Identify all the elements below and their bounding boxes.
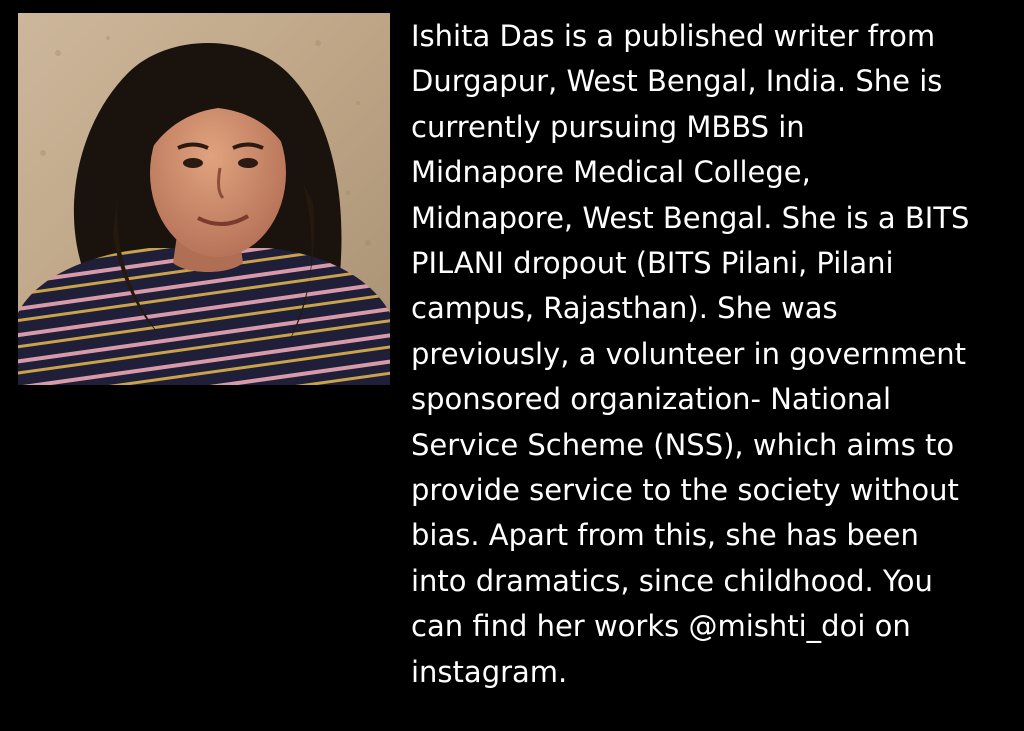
bio-line: PILANI dropout (BITS Pilani, Pilani <box>411 246 894 281</box>
author-bio <box>411 14 1011 695</box>
bio-line: can find her works @mishti_doi on <box>411 609 911 644</box>
bio-line: currently pursuing MBBS in <box>411 109 805 144</box>
bio-line: provide service to the society without <box>411 473 959 508</box>
bio-line: bias. Apart from this, she has been <box>411 518 919 553</box>
author-photo <box>18 13 390 385</box>
bio-line: previously, a volunteer in government <box>411 336 966 371</box>
bio-line: into dramatics, since childhood. You <box>411 563 933 598</box>
bio-line: Service Scheme (NSS), which aims to <box>411 427 955 462</box>
bio-line: Ishita Das is a published writer from <box>411 19 936 53</box>
bio-line: campus, Rajasthan). She was <box>411 291 838 326</box>
bio-line: Midnapore, West Bengal. She is a BITS <box>411 200 970 235</box>
bio-line: Midnapore Medical College, <box>411 155 811 190</box>
bio-line: instagram. <box>411 654 568 689</box>
bio-line: Durgapur, West Bengal, India. She is <box>411 64 943 99</box>
bio-line: sponsored organization- National <box>411 382 892 417</box>
portrait-illustration <box>18 13 390 385</box>
